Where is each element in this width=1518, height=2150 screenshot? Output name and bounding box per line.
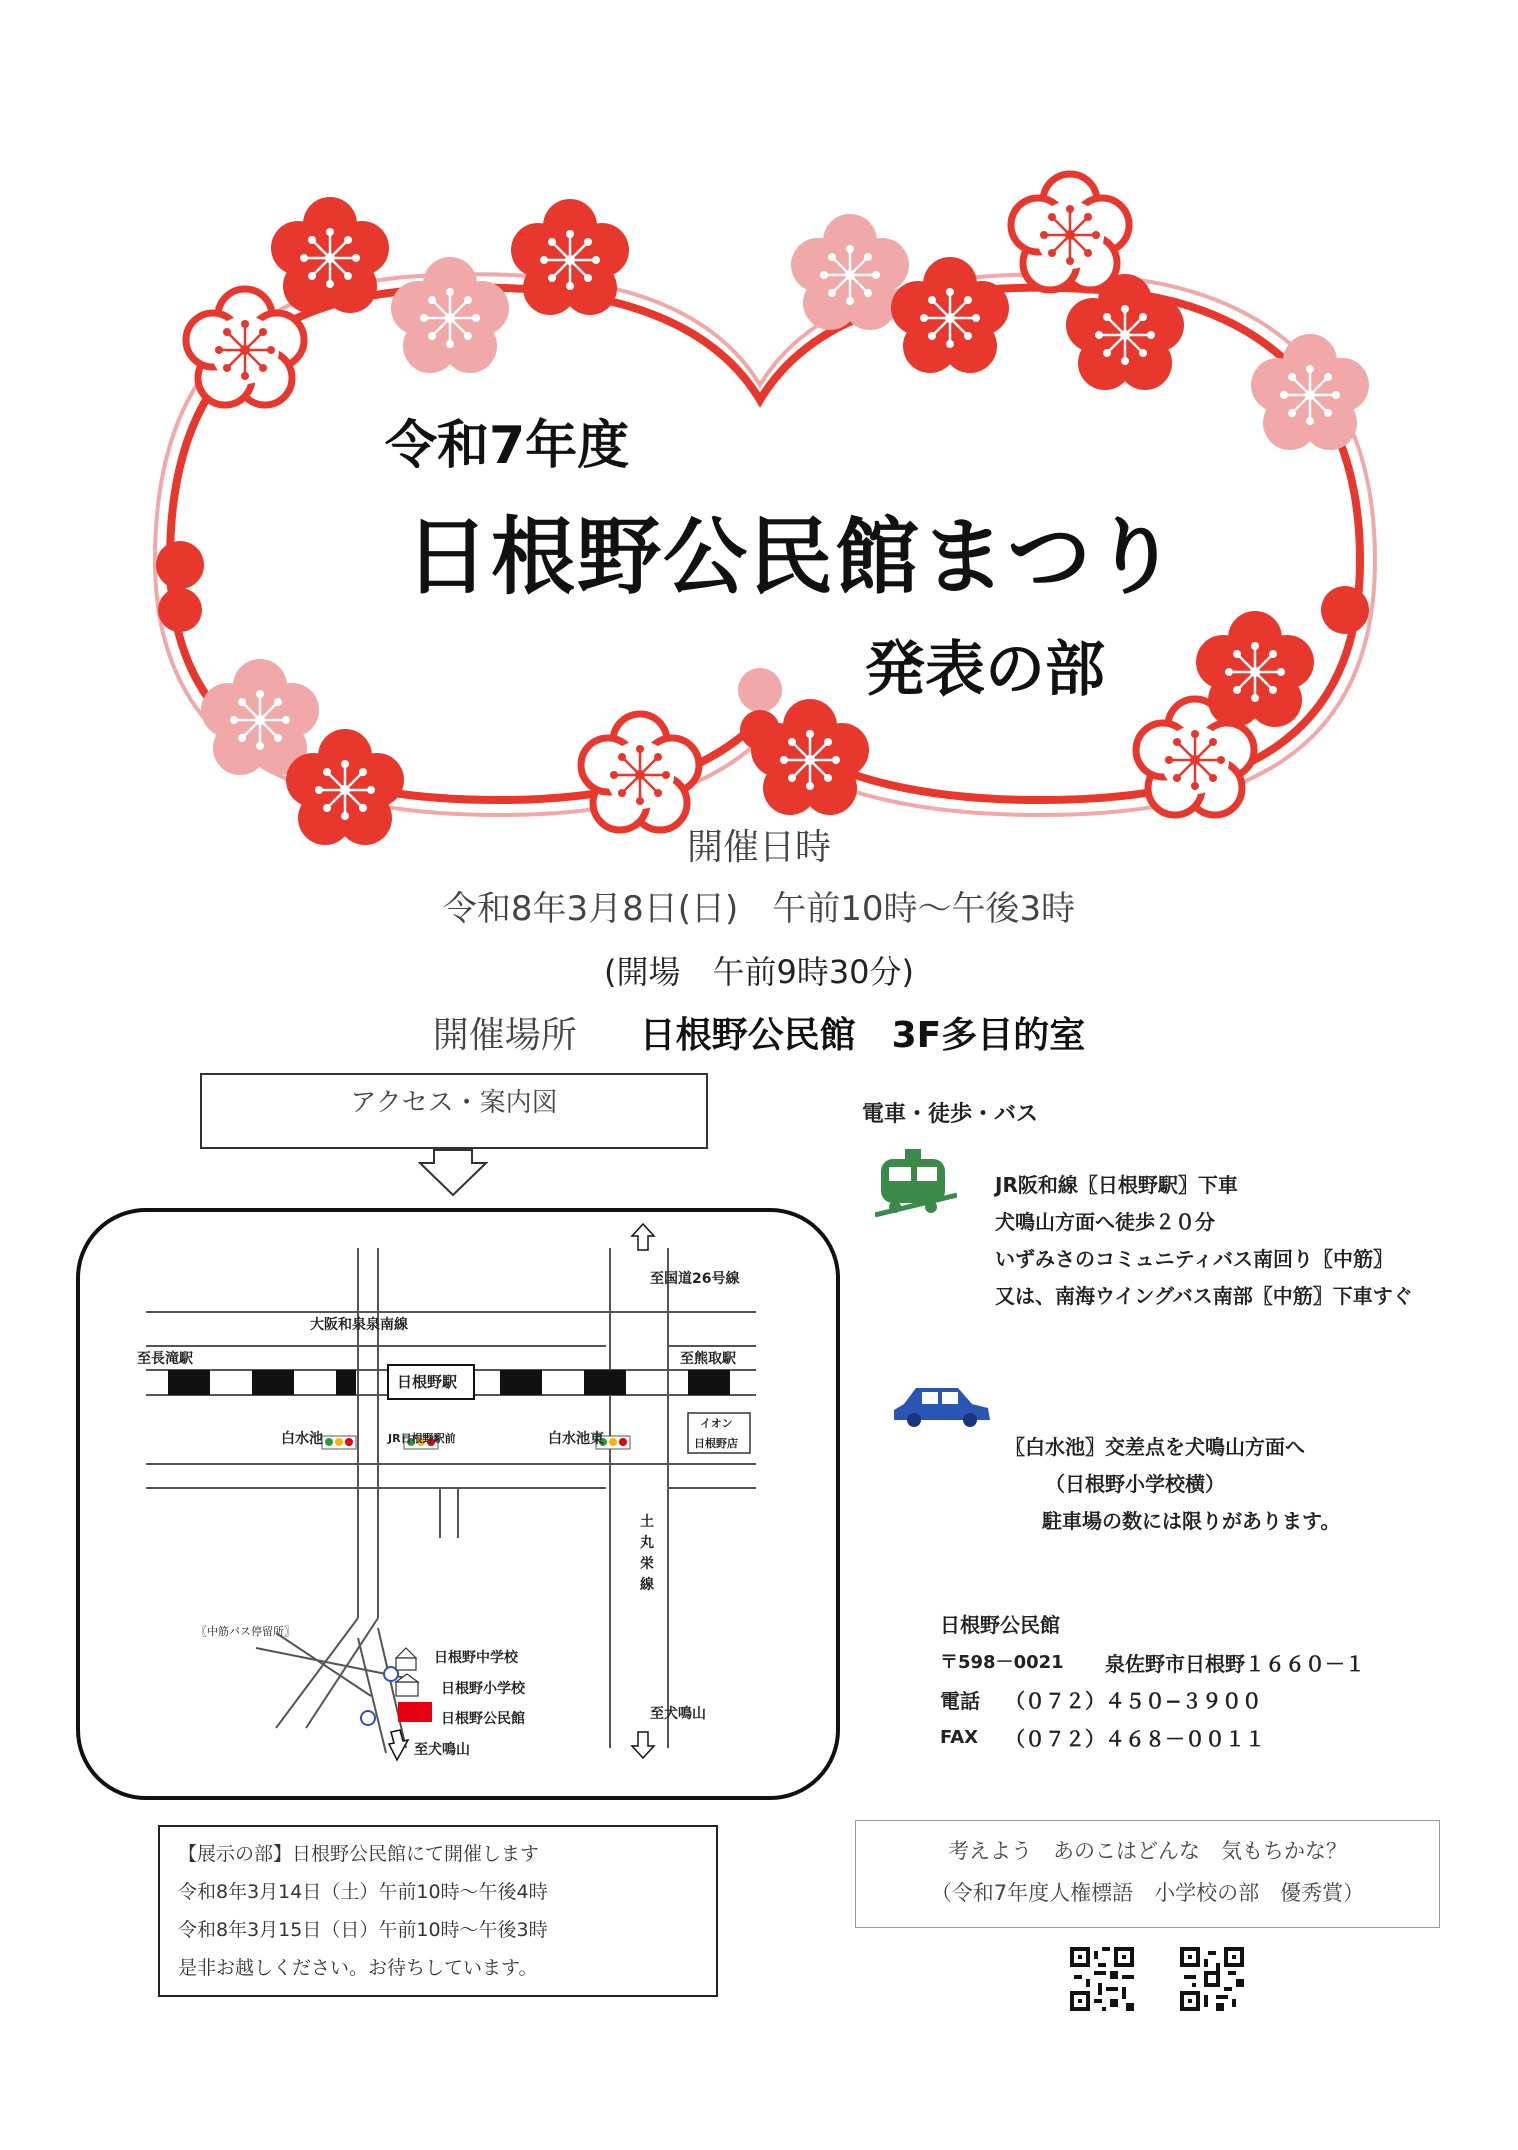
school-icon [396,1648,418,1696]
venue-line [0,1015,1518,1056]
map-label-shirozuike-east: 白水池東 [548,1431,604,1447]
map-label-to-inunaki-right: 至犬鳴山 [650,1706,706,1722]
map-label-shirozuike: 白水池 [281,1431,323,1447]
transit-heading: 電車・徒歩・バス [862,1102,1039,1127]
map-label-bus-stop: 〖中筋バス停留所〗 [196,1625,295,1638]
map-label-to-nagataki: 至長滝駅 [137,1351,193,1367]
contact-name: 日根野公民館 [940,1613,1060,1637]
map-label-station: 日根野駅 [397,1373,458,1391]
train-line-2: 犬鳴山方面へ徒歩２０分 [995,1210,1215,1234]
map-label-aeon-store: 日根野店 [694,1437,738,1450]
community-center-marker [398,1702,432,1722]
opening-time: (開場 午前9時30分) [603,953,915,991]
event-date: 令和8年3月8日(日) 午前10時～午後3時 [442,889,1076,929]
contact-tel-label: 電話 [940,1689,980,1713]
page-subtitle: 発表の部 [865,635,1105,705]
map-label-to-kumatori: 至熊取駅 [680,1351,736,1367]
map-label-community-center: 日根野公民館 [441,1711,525,1727]
map-label-route26: 至国道26号線 [650,1271,740,1287]
exhibit-line-1: 【展示の部】日根野公民館にて開催します [178,1843,540,1865]
map-label-jr-front: JR日根野駅前 [388,1432,456,1445]
traffic-light-icon [322,1436,356,1449]
contact-fax-label: FAX [940,1727,979,1748]
venue-name: 日根野公民館 3F多目的室 [639,1015,1086,1056]
car-line-3: 駐車場の数には限りがあります。 [1042,1509,1341,1533]
train-line-3: いずみさのコミュニティバス南回り〖中筋〗 [995,1247,1393,1271]
train-icon [875,1145,957,1221]
access-label-box: アクセス・案内図 [200,1073,708,1149]
title-year: 令和7年度 [385,416,630,476]
exhibit-line-3: 令和8年3月15日（日）午前10時～午後3時 [178,1919,548,1941]
map-label-road-vertical: 土丸栄線 [640,1514,654,1593]
exhibit-info-box [158,1825,718,1997]
contact-address: 泉佐野市日根野１６６０－１ [1105,1652,1365,1676]
exhibit-line-4: 是非お越しください。お待ちしています。 [178,1957,538,1979]
slogan-line-2: （令和7年度人権標語 小学校の部 優秀賞） [930,1881,1365,1905]
train-line-1: JR阪和線〖日根野駅〗下車 [995,1173,1238,1197]
map-label-junior-high: 日根野中学校 [434,1650,518,1666]
contact-fax: （０７２）４６８－００１１ [1005,1727,1265,1751]
map-label-to-inunaki-left: 至犬鳴山 [414,1742,470,1758]
car-line-1: 〖白水池〗交差点を犬鳴山方面へ [1005,1435,1305,1459]
contact-tel: （０７２）４５０−３９００ [1005,1689,1262,1713]
slogan-line-1: 考えよう あのこはどんな 気もちかな？ [948,1839,1347,1863]
exhibit-line-2: 令和8年3月14日（土）午前10時～午後4時 [178,1881,548,1903]
date-label: 開催日時 [686,827,831,868]
qr-code-icon[interactable] [1070,1947,1134,2011]
page-title: 日根野公民館まつり [405,508,1180,606]
map-label-elementary: 日根野小学校 [441,1681,525,1697]
qr-code-icon[interactable] [1180,1947,1244,2011]
contact-postal: 〒598－0021 [940,1652,1064,1673]
venue-label: 開催場所 [432,1015,577,1056]
car-line-2: （日根野小学校横） [1045,1472,1225,1496]
train-line-4: 又は、南海ウイングバス南部〖中筋〗下車すぐ [995,1284,1413,1308]
car-icon [890,1382,994,1428]
slogan-box [855,1820,1440,1928]
map-label-rail-line: 大阪和泉泉南線 [310,1317,408,1333]
down-arrow-icon [418,1149,488,1197]
map-label-aeon: イオン [700,1417,733,1430]
